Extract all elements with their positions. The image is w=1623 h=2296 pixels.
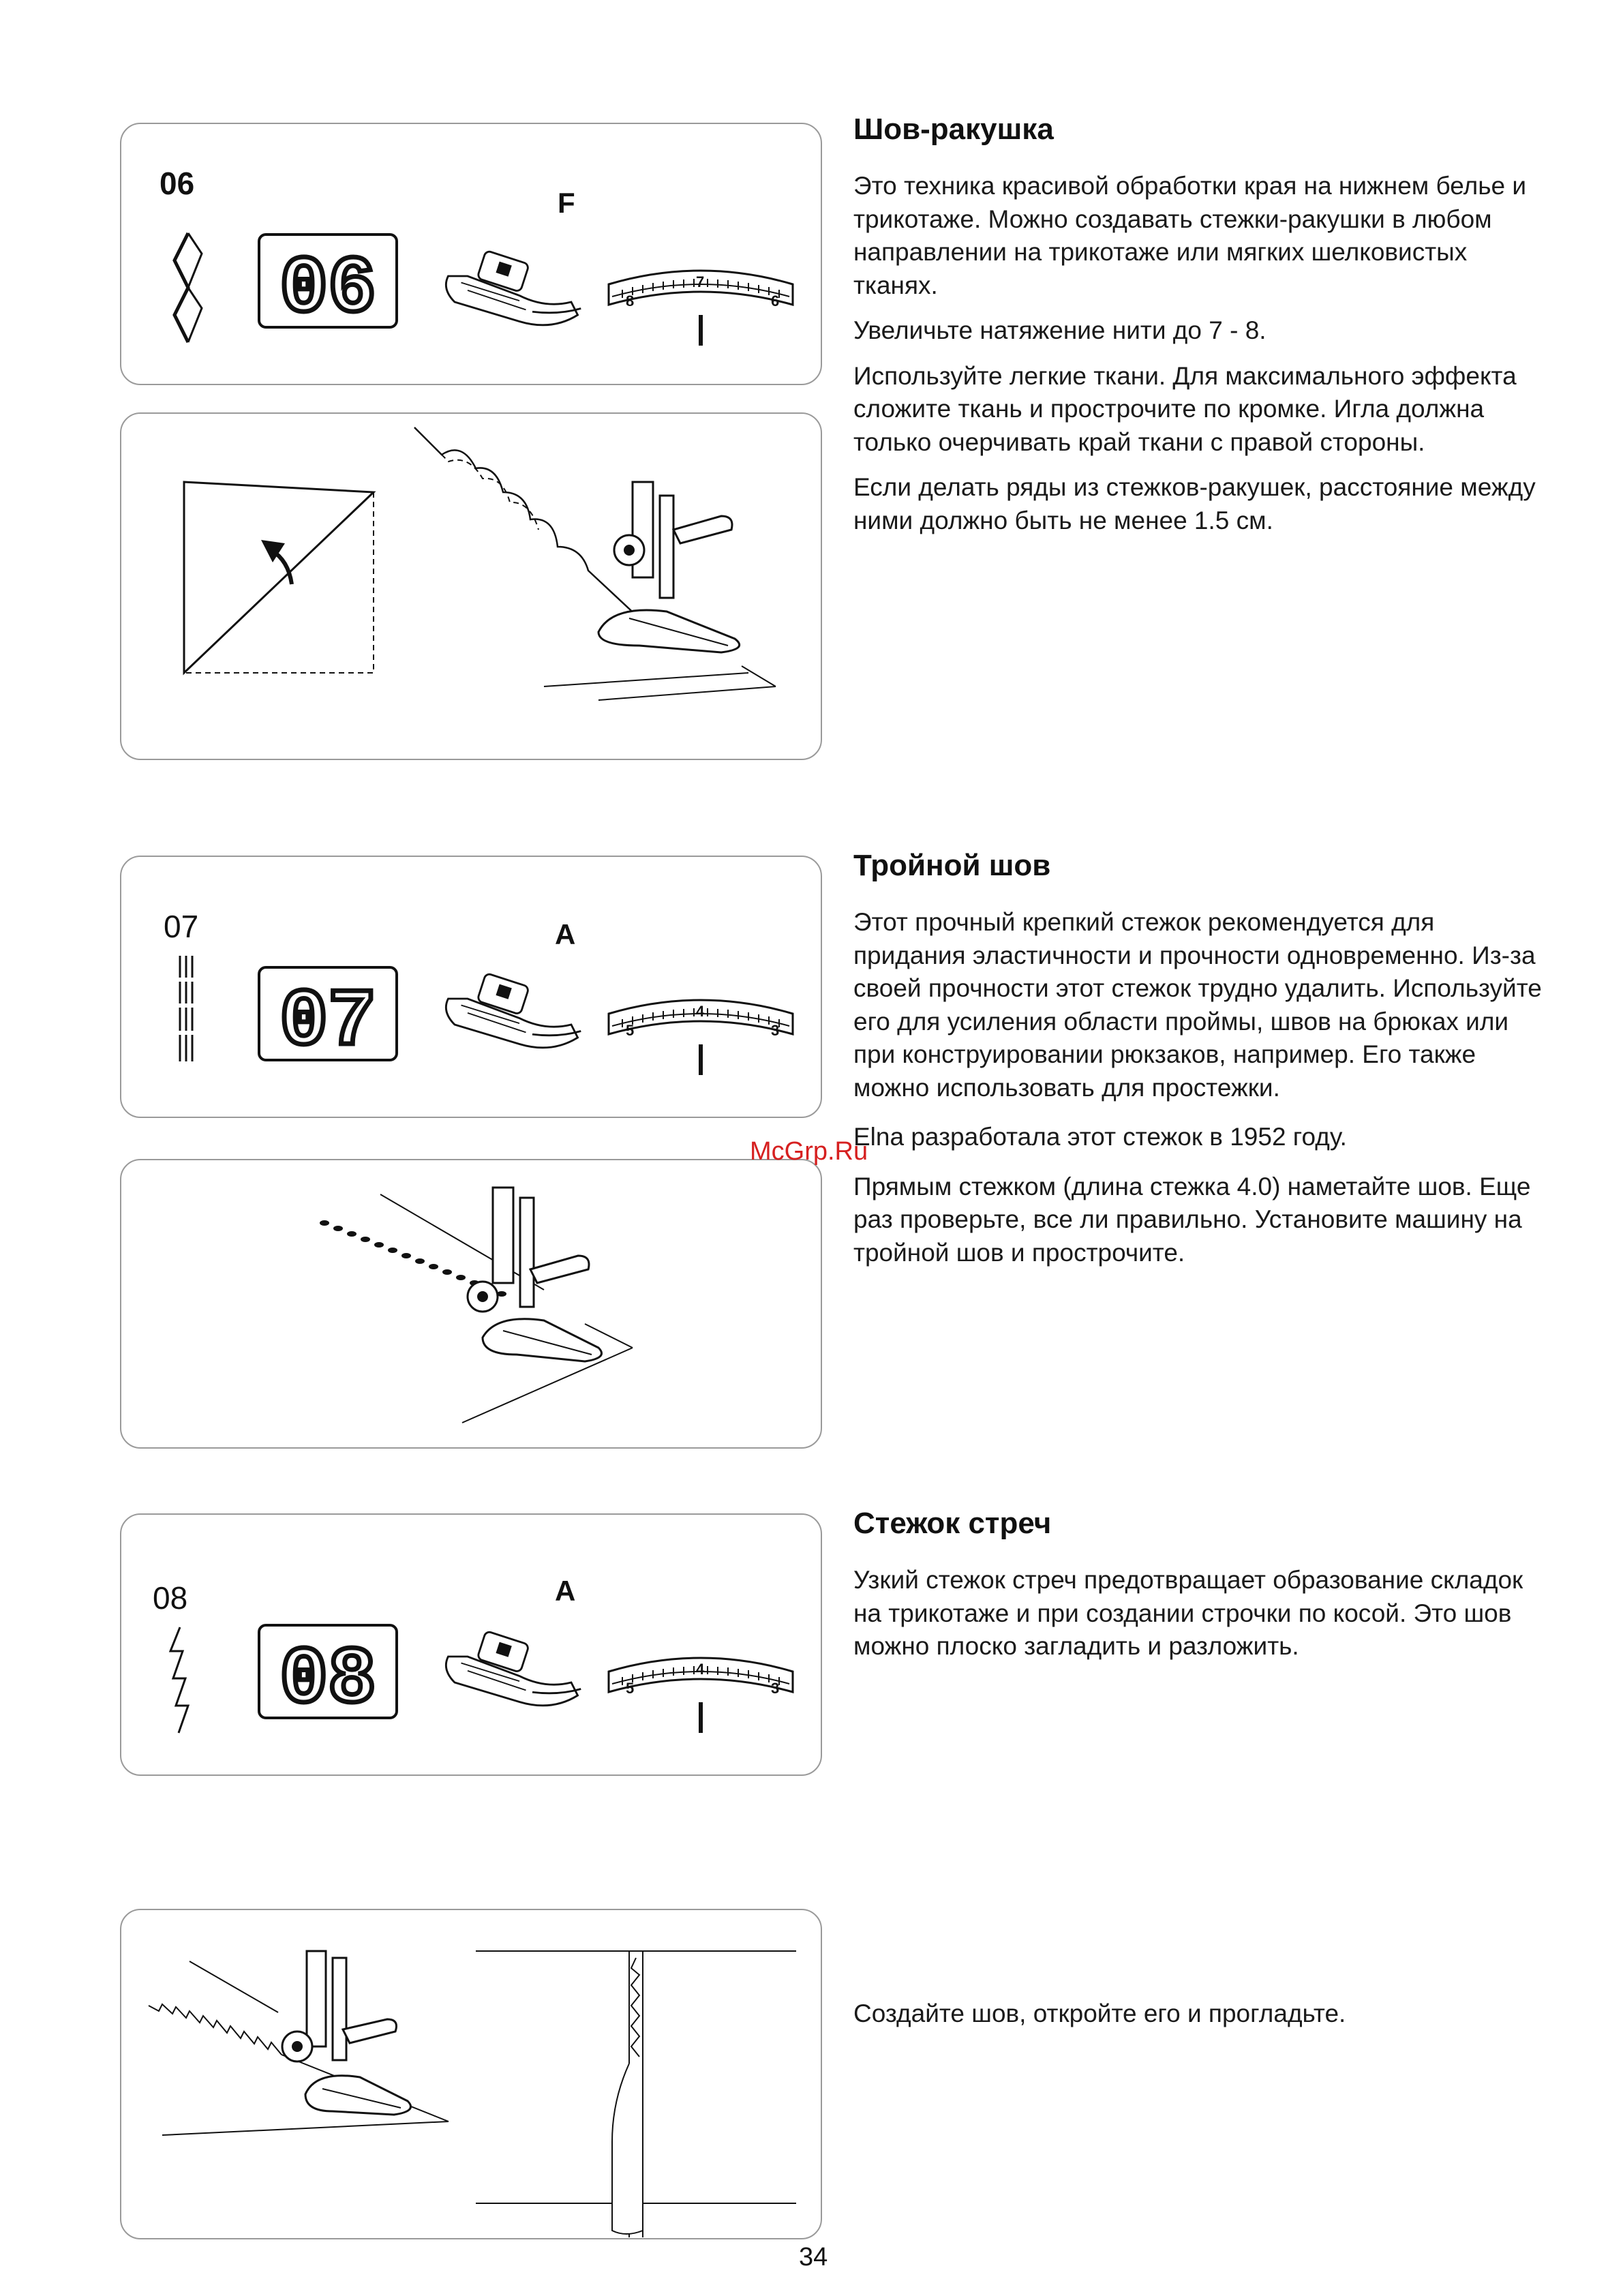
shell-stitch-text (853, 112, 1542, 549)
watermark: McGrp.Ru (750, 1137, 868, 1166)
paragraph: Если делать ряды из стежков-ракушек, расстояние между ними должно быть не менее 1.5 см. (853, 473, 1536, 534)
stretch-seam-illustration (120, 1909, 822, 2239)
dial-right-number: 3 (771, 1680, 780, 1697)
dial-center-number: 7 (696, 273, 705, 290)
stretch-stitch-text (853, 1507, 1542, 1676)
paragraph: Используйте легкие ткани. Для максимального эффекта сложите ткань и прострочите по кромке. Игла должна только очерчивать край ткани с правой стороны. (853, 361, 1517, 456)
basting-and-foot-drawing (121, 1160, 823, 1450)
section-title: Тройной шов (853, 849, 1051, 882)
section-title: Шов-ракушка (853, 112, 1054, 146)
paragraph: Создайте шов, откройте его и прогладьте. (853, 1999, 1346, 2027)
lcd-digit-text: 07 (279, 978, 376, 1059)
tension-dial (121, 124, 823, 387)
stitch-settings-panel-08 (120, 1513, 822, 1776)
presser-foot-letter: F (558, 187, 575, 219)
press-seam-text (853, 1997, 1542, 2043)
stitch-settings-panel-07 (120, 856, 822, 1118)
paragraph: Увеличьте натяжение нити до 7 - 8. (853, 316, 1266, 344)
paragraph: Elna разработала этот стежок в 1952 году. (853, 1123, 1347, 1151)
presser-foot-letter: A (555, 1575, 576, 1607)
page-number: 34 (799, 2243, 828, 2271)
pattern-number: 08 (153, 1580, 188, 1616)
triple-stitch-text (853, 849, 1542, 1282)
lcd-digit-text: 08 (279, 1635, 376, 1717)
paragraph: Этот прочный крепкий стежок рекомендуется для придания эластичности и прочности одновременно. Из-за своей прочности этот стежок трудно удалить. Используйте его для усиления области проймы, швов на брюках или при конструировании рюкзаков, например. Его также можно использовать для простежки. (853, 908, 1542, 1102)
section-title: Стежок стреч (853, 1507, 1052, 1540)
lcd-digit-text: 06 (279, 245, 376, 326)
paragraph: Это техника красивой обработки края на нижнем белье и трикотаже. Можно создавать стежки-ракушки в любом направлении на трикотаже или мягких шелковистых тканях. (853, 172, 1527, 299)
dial-right-number: 3 (771, 1022, 780, 1039)
dial-center-number: 4 (696, 1003, 705, 1020)
dial-left-number: 5 (626, 1022, 635, 1039)
pattern-number: 07 (164, 909, 199, 944)
dial-right-number: 6 (771, 292, 780, 309)
paragraph: Узкий стежок стреч предотвращает образование складок на трикотаже и при создании строчки по косой. Это шов можно плоско загладить и разложить. (853, 1566, 1523, 1660)
tension-dial (121, 1515, 823, 1777)
triple-stitch-illustration (120, 1159, 822, 1449)
pattern-number: 06 (160, 166, 195, 201)
seam-open-and-press-drawing (121, 1910, 823, 2241)
dial-center-number: 4 (696, 1661, 705, 1678)
shell-stitch-illustration (120, 412, 822, 760)
presser-foot-letter: A (555, 918, 576, 950)
dial-left-number: 5 (626, 1680, 635, 1697)
paragraph: Прямым стежком (длина стежка 4.0) наметайте шов. Еще раз проверьте, все ли правильно. Установите машину на тройной шов и прострочите. (853, 1172, 1531, 1267)
dial-left-number: 8 (626, 292, 635, 309)
folded-fabric-and-foot-drawing (121, 414, 823, 761)
tension-dial (121, 857, 823, 1119)
stitch-settings-panel-06 (120, 123, 822, 385)
